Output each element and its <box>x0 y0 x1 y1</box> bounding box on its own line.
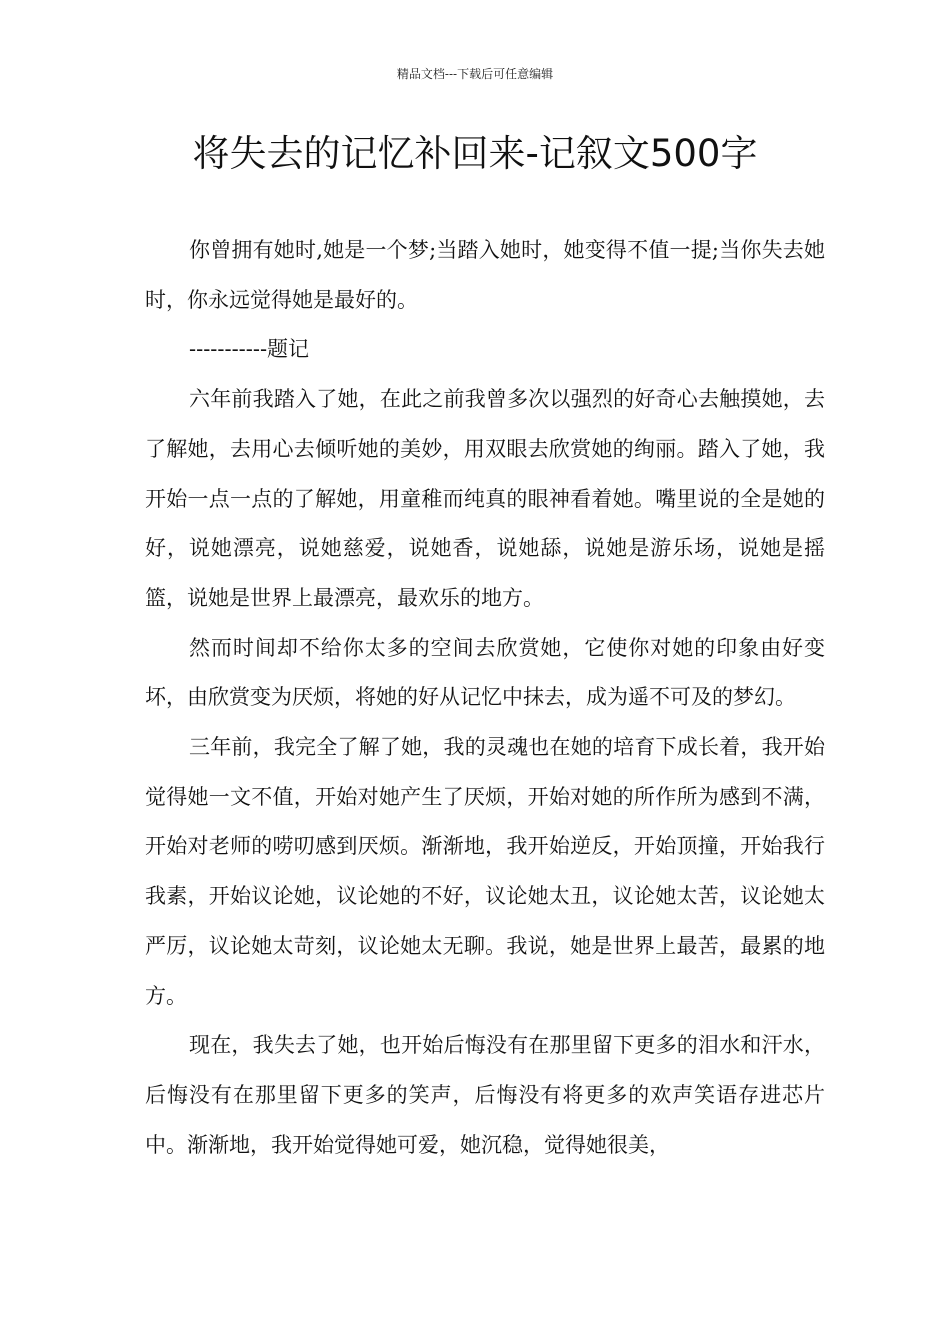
paragraph-six-years-ago: 六年前我踏入了她，在此之前我曾多次以强烈的好奇心去触摸她，去了解她，去用心去倾听她的美妙，用双眼去欣赏她的绚丽。踏入了她，我开始一点一点的了解她，用童稚而纯真的眼神看着她。嘴里说的全是她的好，说她漂亮，说她慈爱，说她香，说她舔，说她是游乐场，说她是摇篮，说她是世界上最漂亮，最欢乐的地方。 <box>145 387 825 610</box>
page-header-note: 精品文档---下载后可任意编辑 <box>396 67 554 81</box>
document-title: 将失去的记忆补回来-记叙文500字 <box>192 132 758 175</box>
paragraph-epigraph-signature: -----------题记 <box>189 337 310 362</box>
paragraph-time: 然而时间却不给你太多的空间去欣赏她，它使你对她的印象由好变坏，由欣赏变为厌烦，将她的好从记忆中抹去，成为遥不可及的梦幻。 <box>145 635 825 710</box>
paragraph-intro: 你曾拥有她时,她是一个梦;当踏入她时，她变得不值一提;当你失去她时，你永远觉得她是最好的。 <box>145 238 825 312</box>
document-body <box>145 226 825 1170</box>
paragraph-three-years-ago: 三年前，我完全了解了她，我的灵魂也在她的培育下成长着，我开始觉得她一文不值，开始对她产生了厌烦，开始对她的所作所为感到不满，开始对老师的唠叨感到厌烦。渐渐地，我开始逆反，开始顶撞，开始我行我素，开始议论她，议论她的不好，议论她太丑，议论她太苦，议论她太严厉，议论她太苛刻，议论她太无聊。我说，她是世界上最苦，最累的地方。 <box>145 735 825 1008</box>
paragraph-now: 现在，我失去了她，也开始后悔没有在那里留下更多的泪水和汗水，后悔没有在那里留下更多的笑声，后悔没有将更多的欢声笑语存进芯片中。渐渐地，我开始觉得她可爱，她沉稳，觉得她很美， <box>145 1033 825 1157</box>
